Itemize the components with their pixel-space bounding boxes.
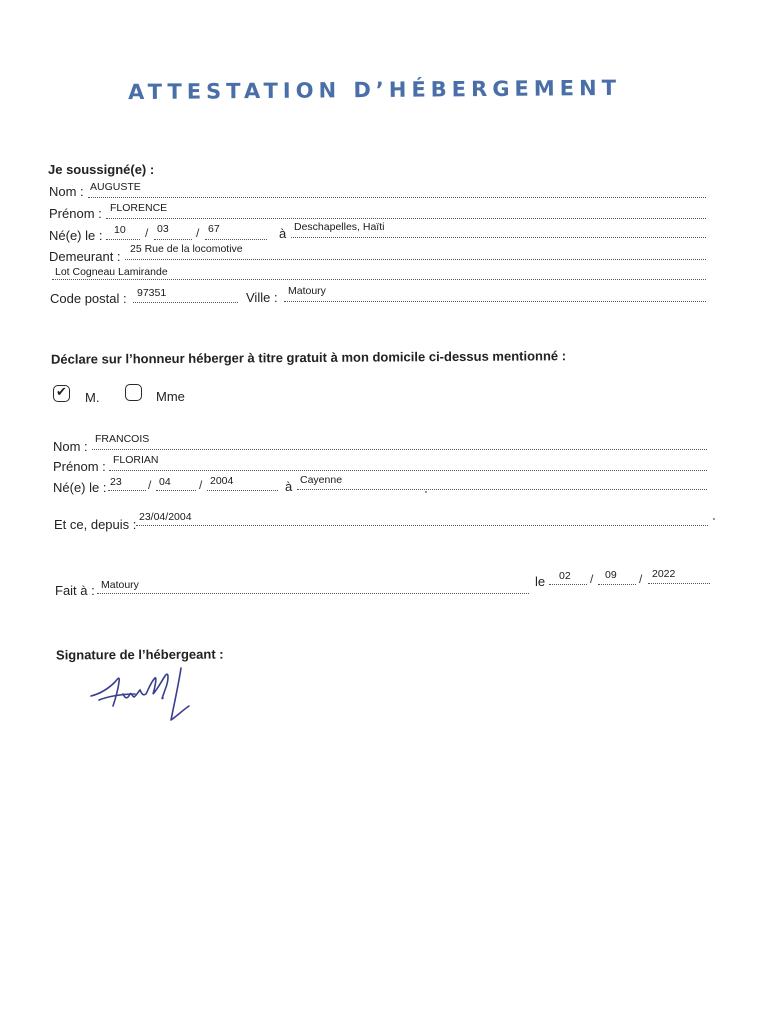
adresse-dotted-line-2	[52, 279, 706, 280]
nom-dotted-line	[88, 197, 706, 198]
prenom-dotted-line	[109, 470, 707, 471]
hebergeant-ne-annee: 67	[208, 223, 220, 235]
declaration-heading: Déclare sur l’honneur héberger à titre gratuit à mon domicile ci-dessus mentionné :	[50, 348, 567, 367]
heberge-ne-annee: 2004	[210, 475, 234, 487]
hebergeant-ne-mois: 03	[157, 223, 169, 235]
lieu-dotted-line	[297, 489, 707, 490]
ville-dotted-line	[284, 301, 706, 302]
demeurant-label: Demeurant :	[49, 249, 121, 264]
date-separator: /	[148, 478, 152, 492]
heberge-depuis-value: 23/04/2004	[139, 511, 192, 523]
code-postal-label: Code postal :	[50, 291, 127, 306]
fait-row	[0, 568, 768, 598]
scan-speck	[425, 491, 427, 493]
date-separator: /	[590, 572, 594, 586]
code-postal-dotted-line	[133, 302, 238, 303]
a-label: à	[285, 479, 293, 494]
ville-label: Ville :	[246, 290, 278, 305]
jour-dotted-line	[108, 490, 146, 491]
hebergeant-adresse2-row	[0, 265, 768, 285]
heberge-prenom-value: FLORIAN	[113, 454, 159, 466]
nom-dotted-line	[92, 449, 707, 450]
heberge-ne-jour: 23	[110, 476, 122, 488]
hebergeant-adresse-row	[0, 244, 768, 264]
hebergeant-ville: Matoury	[288, 285, 326, 297]
hebergeant-heading: Je soussigné(e) :	[48, 162, 155, 177]
signature-label: Signature de l’hébergeant :	[55, 646, 224, 663]
date-separator: /	[145, 226, 149, 240]
heberge-ne-mois: 04	[159, 476, 171, 488]
checkbox-mme[interactable]	[125, 384, 142, 401]
hebergeant-adresse-ligne2: Lot Cogneau Lamirande	[55, 266, 168, 278]
prenom-label: Prénom :	[53, 459, 106, 474]
heberge-prenom-row	[0, 455, 768, 475]
adresse-dotted-line-1	[125, 259, 706, 260]
hebergeant-nom-row	[0, 182, 768, 202]
ne-le-label: Né(e) le :	[49, 228, 103, 243]
heberge-naissance-row	[0, 475, 768, 495]
fait-jour-dotted-line	[549, 584, 587, 585]
nom-label: Nom :	[53, 439, 88, 454]
fait-annee-value: 2022	[652, 568, 676, 580]
signature-stroke	[123, 674, 168, 698]
fait-annee-dotted-line	[648, 583, 710, 584]
depuis-label: Et ce, depuis :	[54, 517, 137, 532]
fait-mois-value: 09	[605, 569, 617, 581]
hebergeant-lieu-naissance: Deschapelles, Haïti	[294, 221, 385, 233]
hebergeant-naissance-row	[0, 223, 768, 243]
nom-label: Nom :	[49, 184, 84, 199]
signature-stroke	[91, 678, 135, 706]
fait-a-label: Fait à :	[55, 583, 95, 598]
le-label: le	[535, 574, 546, 589]
date-separator: /	[639, 572, 643, 586]
depuis-dotted-line	[136, 525, 708, 526]
option-mme-label: Mme	[156, 389, 185, 404]
hebergeant-cp-ville-row	[0, 286, 768, 306]
prenom-label: Prénom :	[49, 206, 102, 221]
heberge-lieu-naissance: Cayenne	[300, 474, 343, 486]
hebergeant-adresse-ligne1: 25 Rue de la locomotive	[130, 243, 243, 255]
lieu-dotted-line	[291, 237, 706, 238]
document-title: ATTESTATION D’HÉBERGEMENT	[127, 75, 622, 105]
hebergeant-code-postal: 97351	[137, 287, 167, 299]
hebergeant-prenom-row	[0, 203, 768, 223]
fait-lieu-value: Matoury	[101, 579, 139, 591]
ne-le-label: Né(e) le :	[53, 480, 107, 495]
heberge-nom-row	[0, 434, 768, 454]
heberge-nom-value: FRANCOIS	[95, 433, 150, 445]
mois-dotted-line	[154, 239, 192, 240]
a-label: à	[279, 226, 287, 241]
fait-jour-value: 02	[559, 570, 571, 582]
annee-dotted-line	[207, 490, 278, 491]
date-separator: /	[196, 226, 200, 240]
fait-mois-dotted-line	[598, 584, 636, 585]
heberge-depuis-row	[0, 511, 768, 534]
fait-lieu-dotted-line	[97, 593, 529, 594]
scan-speck	[713, 518, 715, 520]
mois-dotted-line	[156, 490, 196, 491]
signature-stroke	[171, 668, 189, 720]
annee-dotted-line	[205, 239, 267, 240]
date-separator: /	[199, 478, 203, 492]
prenom-dotted-line	[106, 218, 706, 219]
handwritten-signature	[85, 660, 205, 730]
jour-dotted-line	[106, 239, 140, 240]
hebergeant-nom-value: AUGUSTE	[90, 181, 141, 193]
hebergeant-prenom-value: FLORENCE	[110, 202, 168, 214]
hebergeant-ne-jour: 10	[114, 224, 126, 236]
checkbox-m[interactable]	[53, 385, 70, 402]
option-m-label: M.	[85, 390, 100, 405]
check-icon: ✔	[56, 384, 67, 399]
